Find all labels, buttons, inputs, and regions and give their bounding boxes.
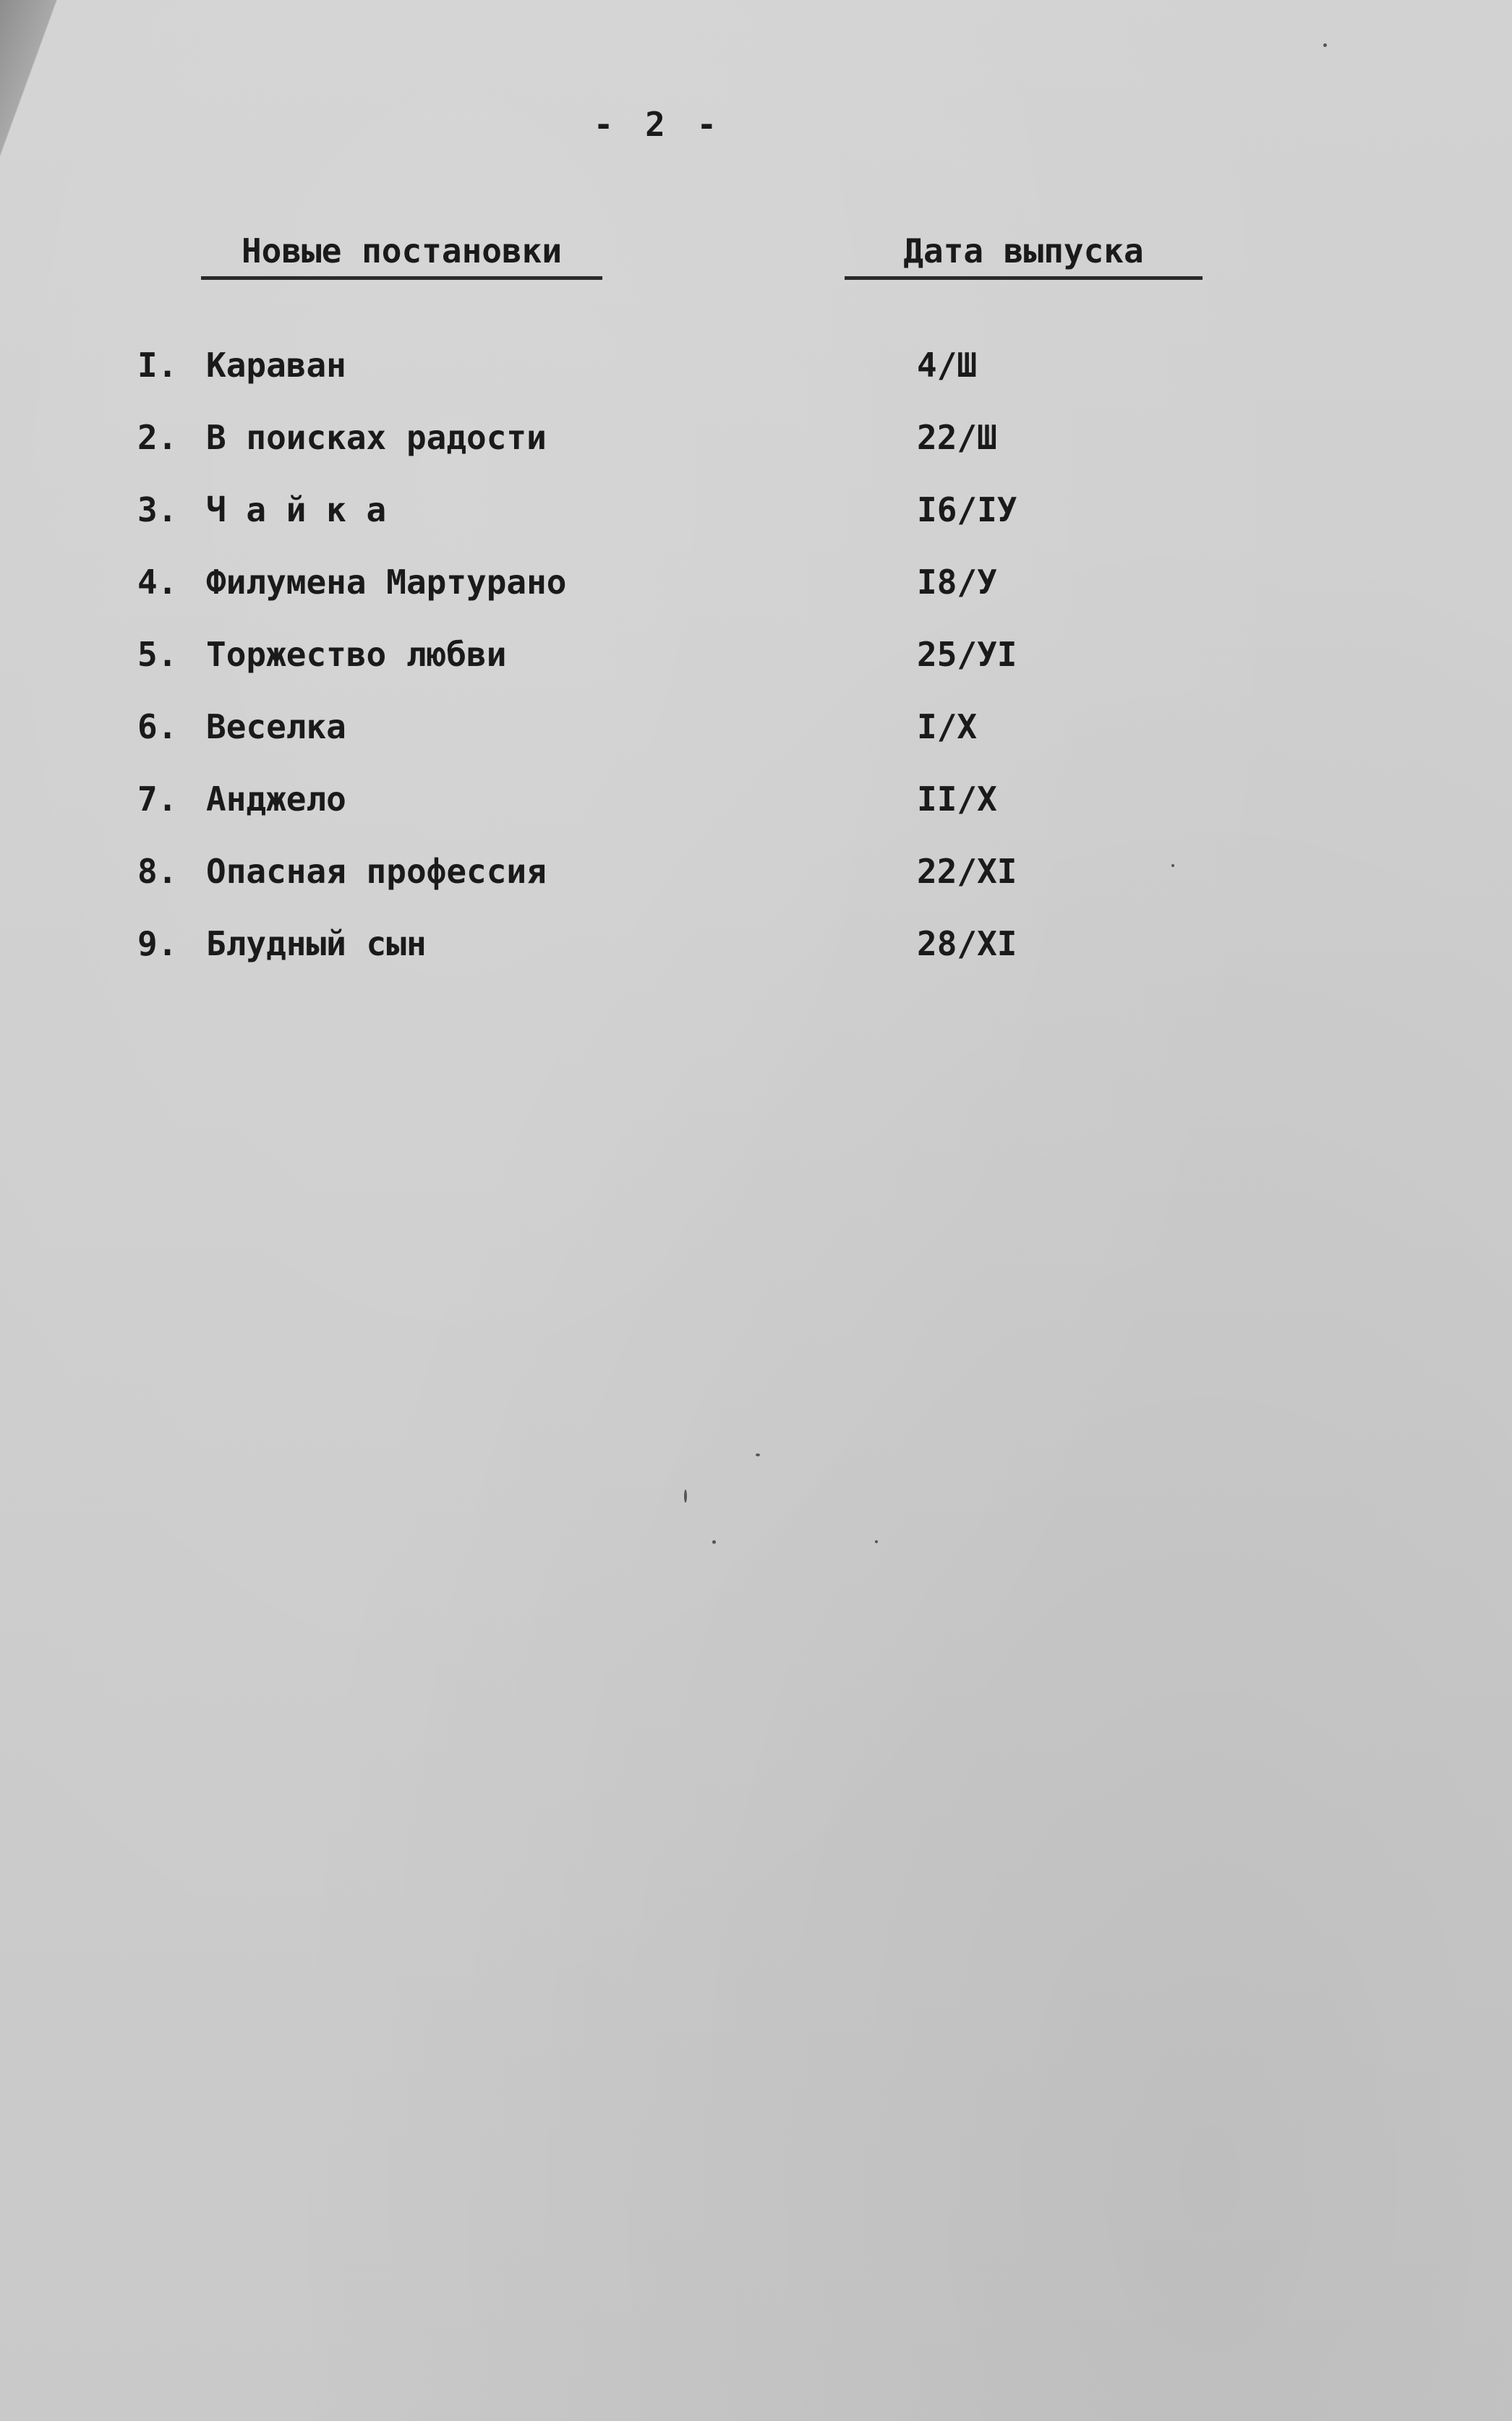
item-number: 8. [137,852,178,891]
list-item [137,629,1077,701]
list-item [137,774,1077,846]
item-number: 7. [137,780,178,819]
production-title: Торжество любви [206,635,507,674]
item-number: 4. [137,563,178,602]
list-item [137,412,1077,484]
list-item [137,340,1077,412]
list-item [137,846,1077,918]
productions-list [137,340,1077,991]
header-release-date: Дата выпуска [845,231,1203,280]
page-number: - 2 - [593,105,723,144]
release-date: 25/УI [917,635,1017,674]
paper-speck [1171,864,1174,867]
list-item [137,701,1077,774]
list-item [137,557,1077,629]
paper-speck [875,1540,878,1543]
item-number: 2. [137,418,178,457]
header-new-productions: Новые постановки [201,231,602,280]
paper-speck [1323,43,1327,47]
list-item [137,918,1077,991]
release-date: 28/XI [917,924,1017,963]
item-number: 9. [137,924,178,963]
production-title: Караван [206,346,346,385]
paper-speck [684,1490,687,1503]
paper-speck [756,1453,760,1456]
release-date: 4/Ш [917,346,978,385]
production-title: Филумена Мартурано [206,563,567,602]
item-number: 5. [137,635,178,674]
release-date: I/X [917,707,978,746]
folded-corner [0,0,80,166]
list-item [137,484,1077,557]
release-date: 22/XI [917,852,1017,891]
production-title: Анджело [206,780,346,819]
release-date: 22/Ш [917,418,997,457]
production-title: Веселка [206,707,346,746]
release-date: II/X [917,780,997,819]
item-number: I. [137,346,178,385]
production-title: Ч а й к а [206,490,387,529]
release-date: I6/IУ [917,490,1017,529]
release-date: I8/У [917,563,997,602]
item-number: 6. [137,707,178,746]
production-title: В поисках радости [206,418,547,457]
production-title: Блудный сын [206,924,427,963]
item-number: 3. [137,490,178,529]
paper-speck [712,1540,716,1544]
production-title: Опасная профессия [206,852,547,891]
